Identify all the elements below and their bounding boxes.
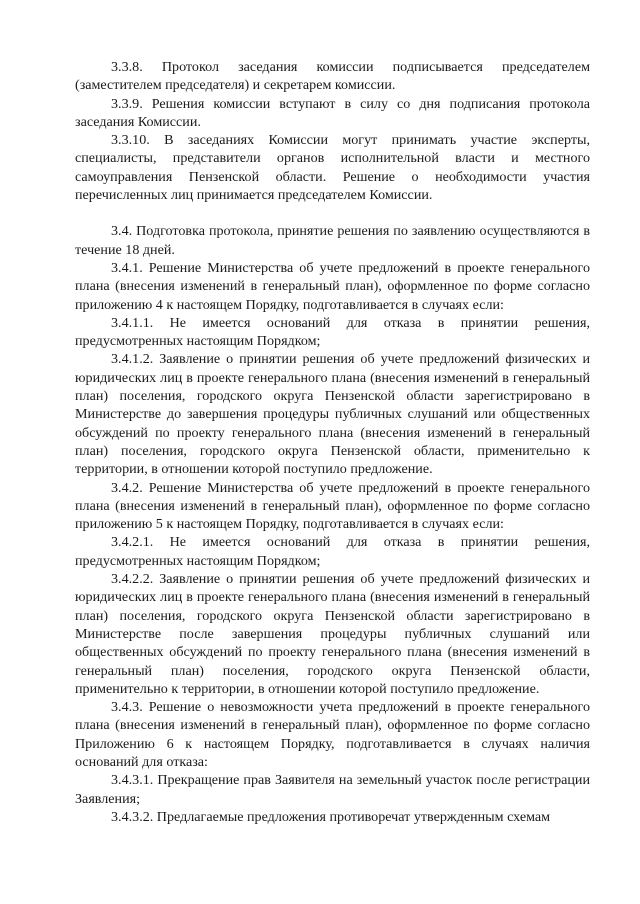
- paragraph-3-4-3-2: 3.4.3.2. Предлагаемые предложения противоречат утвержденным схемам: [111, 808, 551, 825]
- paragraph-3-4-2: 3.4.2. Решение Министерства об учете предложений в проекте генерального плана (внесения изменений в генеральный план), оформленное по форме согласно приложению 5 к настоящем Порядку, подготавливается в случаях если:: [75, 479, 590, 533]
- paragraph-3-4-3: 3.4.3. Решение о невозможности учета предложений в проекте генерального плана (внесения изменений в генеральный план), оформленное по форме согласно Приложению 6 к настоящем Порядку, подготавливается в случаях наличия оснований для отказа:: [75, 699, 590, 770]
- section-gap: [75, 204, 590, 222]
- paragraph-3-4-2-1: 3.4.2.1. Не имеется оснований для отказа в принятии решения, предусмотренных настоящим Порядком;: [75, 534, 590, 569]
- paragraph-3-4: 3.4. Подготовка протокола, принятие решения по заявлению осуществляются в течение 18 дней.: [75, 223, 590, 258]
- paragraph-3-4-1: 3.4.1. Решение Министерства об учете предложений в проекте генерального плана (внесения изменений в генеральный план), оформленное по форме согласно приложению 4 к настоящем Порядку, подготавливается в случаях если:: [75, 259, 590, 313]
- paragraph-3-3-8: 3.3.8. Протокол заседания комиссии подписывается председателем (заместителем председателя) и секретарем комиссии.: [75, 59, 590, 94]
- paragraph-3-4-3-1: 3.4.3.1. Прекращение прав Заявителя на земельный участок после регистрации Заявления;: [75, 772, 590, 807]
- document-body: [75, 58, 590, 826]
- paragraph-3-4-1-1: 3.4.1.1. Не имеется оснований для отказа в принятии решения, предусмотренных настоящим Порядком;: [75, 314, 590, 350]
- paragraph-3-4-2-2: 3.4.2.2. Заявление о принятии решения об учете предложений физических и юридических лиц в проекте генерального плана (внесения изменений в генеральный план) поселения, городского округа Пензенской области зарегистрировано в Министерстве после завершения процедуры публичных слушаний или общественных обсуждений по проекту генерального плана (внесения изменений в генеральный план) поселения, городского округа Пензенской области, применительно к территории, в отношении которой поступило предложение.: [75, 571, 590, 697]
- paragraph-3-3-9: 3.3.9. Решения комиссии вступают в силу со дня подписания протокола заседания Комиссии.: [75, 95, 590, 130]
- paragraph-3-4-1-2: 3.4.1.2. Заявление о принятии решения об учете предложений физических и юридических лиц в проекте генерального плана (внесения изменений в генеральный план) поселения, городского округа Пензенской области зарегистрировано в Министерстве до завершения процедуры публичных слушаний или общественных обсуждений по проекту генерального плана (внесения изменений в генеральный план) поселения, городского округа Пензенской области, применительно к территории, в отношении которой поступило предложение.: [75, 351, 590, 478]
- paragraph-3-3-10: 3.3.10. В заседаниях Комиссии могут принимать участие эксперты, специалисты, представители органов исполнительной власти и местного самоуправления Пензенской области. Решение о необходимости участия перечисленных лиц принимается председателем Комиссии.: [75, 132, 590, 204]
